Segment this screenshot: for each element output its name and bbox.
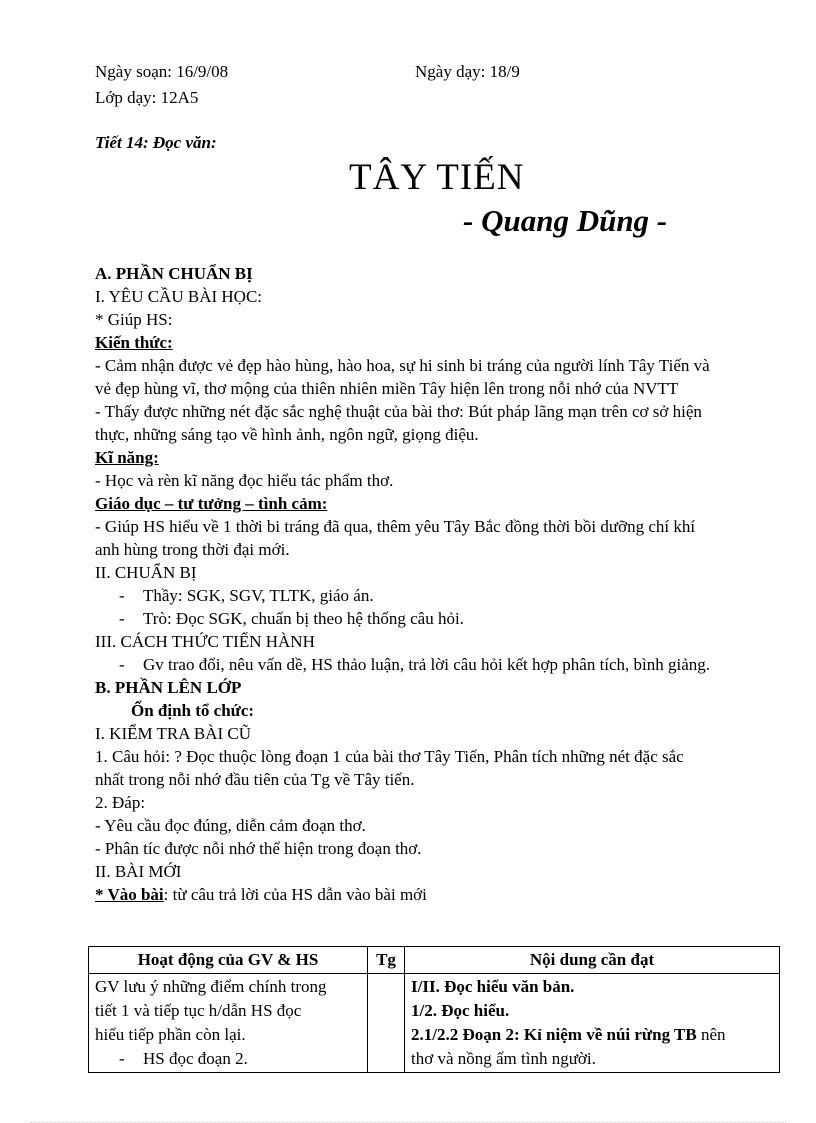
skill-item: - Học và rèn kĩ năng đọc hiểu tác phẩm thơ. bbox=[95, 471, 394, 490]
answer-label: 2. Đáp: bbox=[95, 793, 146, 812]
section-a-heading: A. PHẦN CHUẨN BỊ bbox=[95, 264, 253, 283]
prep-item-student: - Trò: Đọc SGK, chuẩn bị theo hệ thống câu hỏi. bbox=[119, 609, 464, 628]
time-cell bbox=[368, 974, 405, 1073]
content-line-2: 1/2. Đọc hiểu. bbox=[411, 1001, 510, 1020]
teach-date: Ngày dạy: 18/9 bbox=[415, 62, 520, 81]
content-cell bbox=[405, 974, 780, 1073]
answer-item-2: - Phân tíc được nỗi nhớ thể hiện trong đoạn thơ. bbox=[95, 839, 422, 858]
organization-label: Ổn định tổ chức: bbox=[131, 701, 255, 720]
content-line-3-rest: nên bbox=[696, 1025, 726, 1044]
class-info: Lớp dạy: 12A5 bbox=[95, 88, 199, 107]
intro-text: : từ câu trả lời của HS dẫn vào bài mới bbox=[163, 885, 427, 904]
col-header-time: Tg bbox=[368, 947, 405, 974]
prep-item-student-text: Trò: Đọc SGK, chuẩn bị theo hệ thống câu hỏi. bbox=[143, 609, 464, 628]
intro-line bbox=[95, 885, 427, 905]
check-heading: I. KIỂM TRA BÀI CŨ bbox=[95, 724, 251, 743]
prep-item-teacher-text: Thầy: SGK, SGV, TLTK, giáo án. bbox=[143, 586, 374, 605]
answer-item-1: - Yêu cầu đọc đúng, diễn cảm đoạn thơ. bbox=[95, 816, 366, 835]
help-students: * Giúp HS: bbox=[95, 310, 173, 329]
education-label: Giáo dục – tư tưởng – tình cảm: bbox=[95, 494, 328, 513]
method-item-text: Gv trao đổi, nêu vấn dề, HS thảo luận, trả lời câu hỏi kết hợp phân tích, bình giảng. bbox=[143, 655, 711, 674]
poem-author: - Quang Dũng - bbox=[463, 203, 668, 238]
knowledge-item-1b: vẻ đẹp hùng vĩ, thơ mộng của thiên nhiên miền Tây hiện lên trong nỗi nhớ của NVTT bbox=[95, 379, 679, 398]
section-b-heading: B. PHẦN LÊN LỚP bbox=[95, 678, 242, 697]
preparation-heading: II. CHUẨN BỊ bbox=[95, 563, 197, 582]
activity-line-2: tiết 1 và tiếp tục h/dẫn HS đọc bbox=[95, 1001, 302, 1020]
table-header-row bbox=[89, 947, 780, 974]
activity-line-4-text: HS đọc đoạn 2. bbox=[143, 1049, 248, 1068]
content-line-3-bold: 2.1/2.2 Đoạn 2: Kỉ niệm về núi rừng TB bbox=[411, 1025, 697, 1044]
question-b: nhất trong nỗi nhớ đầu tiên của Tg về Tây tiến. bbox=[95, 770, 415, 789]
education-item-b: anh hùng trong thời đại mới. bbox=[95, 540, 290, 559]
prep-date: Ngày soạn: 16/9/08 bbox=[95, 62, 229, 81]
table-row bbox=[89, 974, 780, 1073]
content-line-3 bbox=[411, 1023, 773, 1047]
knowledge-item-2b: thực, những sáng tạo về hình ảnh, ngôn ngữ, giọng điệu. bbox=[95, 425, 479, 444]
activity-line-1: GV lưu ý những điểm chính trong bbox=[95, 977, 327, 996]
content-line-4: thơ và nồng ấm tình người. bbox=[411, 1049, 596, 1068]
activity-line-4: - HS đọc đoạn 2. bbox=[119, 1049, 248, 1068]
poem-title: TÂY TIẾN bbox=[349, 157, 525, 198]
education-item-a: - Giúp HS hiểu về 1 thời bi tráng đã qua, thêm yêu Tây Bắc đồng thời bồi dưỡng chí khí bbox=[95, 517, 696, 536]
new-lesson-heading: II. BÀI MỚI bbox=[95, 862, 182, 881]
intro-label: * Vào bài bbox=[95, 885, 164, 904]
lesson-table bbox=[88, 946, 780, 1073]
knowledge-label: Kiến thức: bbox=[95, 333, 173, 352]
knowledge-item-1a: - Cảm nhận được vẻ đẹp hào hùng, hào hoa, sự hi sinh bi tráng của người lính Tây Tiến và bbox=[95, 356, 710, 375]
method-item: - Gv trao đổi, nêu vấn dề, HS thảo luận, trả lời câu hỏi kết hợp phân tích, bình giảng. bbox=[119, 655, 711, 674]
lesson-label: Tiết 14: Đọc văn: bbox=[95, 133, 217, 152]
prep-item-teacher: - Thầy: SGK, SGV, TLTK, giáo án. bbox=[119, 586, 374, 605]
skill-label: Kĩ năng: bbox=[95, 448, 159, 467]
knowledge-item-2a: - Thấy được những nét đặc sắc nghệ thuật của bài thơ: Bút pháp lãng mạn trên cơ sở hiện bbox=[95, 402, 702, 421]
content-line-1: I/II. Đọc hiểu văn bản. bbox=[411, 977, 575, 996]
method-heading: III. CÁCH THỨC TIẾN HÀNH bbox=[95, 632, 315, 651]
col-header-content: Nội dung cần đạt bbox=[405, 947, 780, 974]
requirements-heading: I. YÊU CẦU BÀI HỌC: bbox=[95, 287, 263, 306]
question-a: 1. Câu hỏi: ? Đọc thuộc lòng đoạn 1 của bài thơ Tây Tiến, Phân tích những nét đặc sắc bbox=[95, 747, 684, 766]
col-header-activities: Hoạt động của GV & HS bbox=[89, 947, 368, 974]
activity-line-3: hiểu tiếp phần còn lại. bbox=[95, 1025, 246, 1044]
activities-cell bbox=[89, 974, 368, 1073]
